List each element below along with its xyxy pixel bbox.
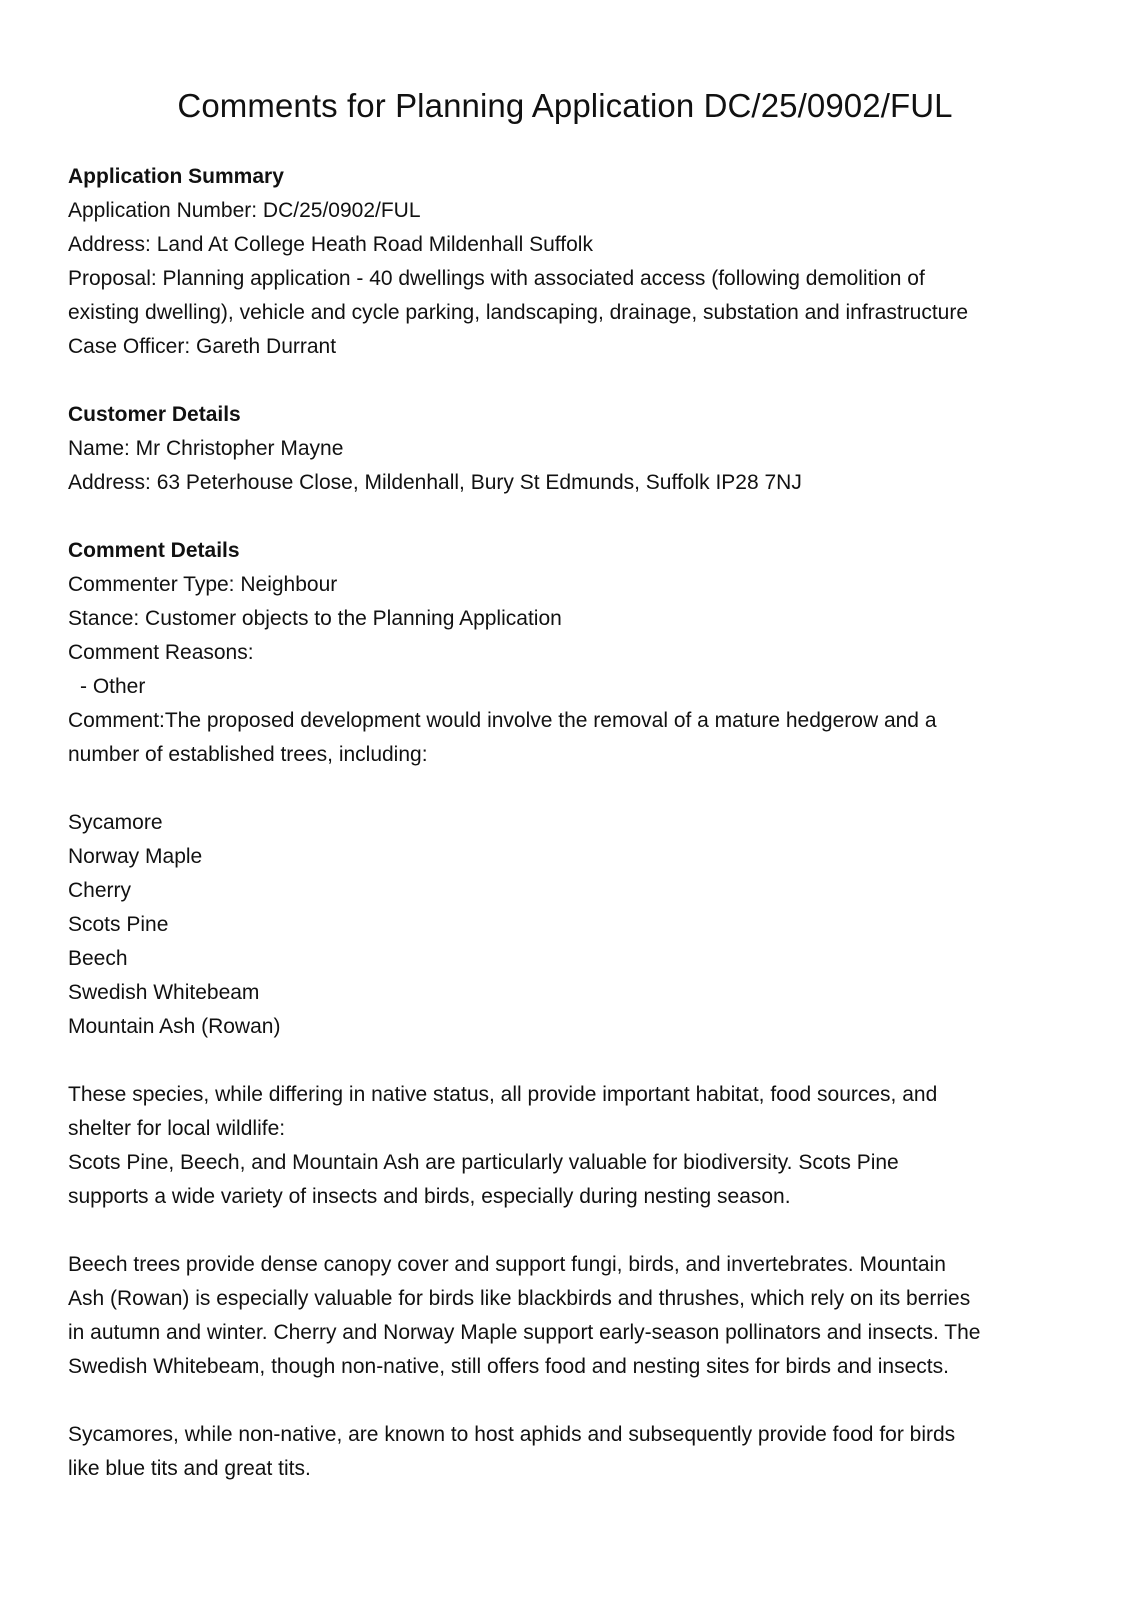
comment-text-line: number of established trees, including: — [68, 743, 428, 766]
page-title: Comments for Planning Application DC/25/0902/FUL — [177, 87, 953, 124]
proposal-line: Proposal: Planning application - 40 dwellings with associated access (following demolition of — [68, 267, 925, 290]
comment-paragraph — [68, 1418, 1062, 1486]
paragraph-line: shelter for local wildlife: — [68, 1117, 286, 1140]
paragraph-line: Swedish Whitebeam, though non-native, still offers food and nesting sites for birds and insects. — [68, 1355, 949, 1378]
paragraph-line: in autumn and winter. Cherry and Norway Maple support early-season pollinators and insects. The — [68, 1321, 981, 1344]
commenter-type: Commenter Type: Neighbour — [68, 573, 338, 596]
paragraph-line: like blue tits and great tits. — [68, 1457, 311, 1480]
spacer — [68, 364, 1062, 398]
document-body — [68, 160, 1062, 1486]
application-address: Address: Land At College Heath Road Mildenhall Suffolk — [68, 233, 593, 256]
spacer — [68, 772, 1062, 806]
tree-list-item: Cherry — [68, 879, 132, 902]
application-summary-section — [68, 160, 1062, 364]
paragraph-line: These species, while differing in native status, all provide important habitat, food sources, and — [68, 1083, 938, 1106]
tree-list-item: Swedish Whitebeam — [68, 981, 260, 1004]
tree-list-item: Norway Maple — [68, 845, 203, 868]
customer-name: Name: Mr Christopher Mayne — [68, 437, 344, 460]
comment-reason-item: - Other — [80, 675, 146, 698]
application-summary-heading: Application Summary — [68, 165, 284, 188]
spacer — [68, 1384, 1062, 1418]
comment-paragraph — [68, 1078, 1062, 1214]
tree-list — [68, 806, 1062, 1044]
case-officer: Case Officer: Gareth Durrant — [68, 335, 337, 358]
stance: Stance: Customer objects to the Planning Application — [68, 607, 562, 630]
tree-list-item: Scots Pine — [68, 913, 169, 936]
spacer — [68, 500, 1062, 534]
tree-list-item: Beech — [68, 947, 128, 970]
proposal-line: existing dwelling), vehicle and cycle parking, landscaping, drainage, substation and infrastructure — [68, 301, 969, 324]
customer-details-section — [68, 398, 1062, 500]
customer-address: Address: 63 Peterhouse Close, Mildenhall, Bury St Edmunds, Suffolk IP28 7NJ — [68, 471, 802, 494]
paragraph-line: Scots Pine, Beech, and Mountain Ash are particularly valuable for biodiversity. Scots Pine — [68, 1151, 899, 1174]
comment-paragraph — [68, 1248, 1062, 1384]
comment-text-line: Comment:The proposed development would involve the removal of a mature hedgerow and a — [68, 709, 937, 732]
tree-list-item: Sycamore — [68, 811, 163, 834]
comment-reasons-label: Comment Reasons: — [68, 641, 254, 664]
paragraph-line: Ash (Rowan) is especially valuable for birds like blackbirds and thrushes, which rely on its berries — [68, 1287, 971, 1310]
comment-details-heading: Comment Details — [68, 539, 240, 562]
paragraph-line: Beech trees provide dense canopy cover and support fungi, birds, and invertebrates. Mountain — [68, 1253, 946, 1276]
tree-list-item: Mountain Ash (Rowan) — [68, 1015, 281, 1038]
paragraph-line: Sycamores, while non-native, are known to host aphids and subsequently provide food for birds — [68, 1423, 956, 1446]
spacer — [68, 1044, 1062, 1078]
application-number: Application Number: DC/25/0902/FUL — [68, 199, 421, 222]
customer-details-heading: Customer Details — [68, 403, 241, 426]
comment-details-section — [68, 534, 1062, 1486]
paragraph-line: supports a wide variety of insects and birds, especially during nesting season. — [68, 1185, 791, 1208]
spacer — [68, 1214, 1062, 1248]
